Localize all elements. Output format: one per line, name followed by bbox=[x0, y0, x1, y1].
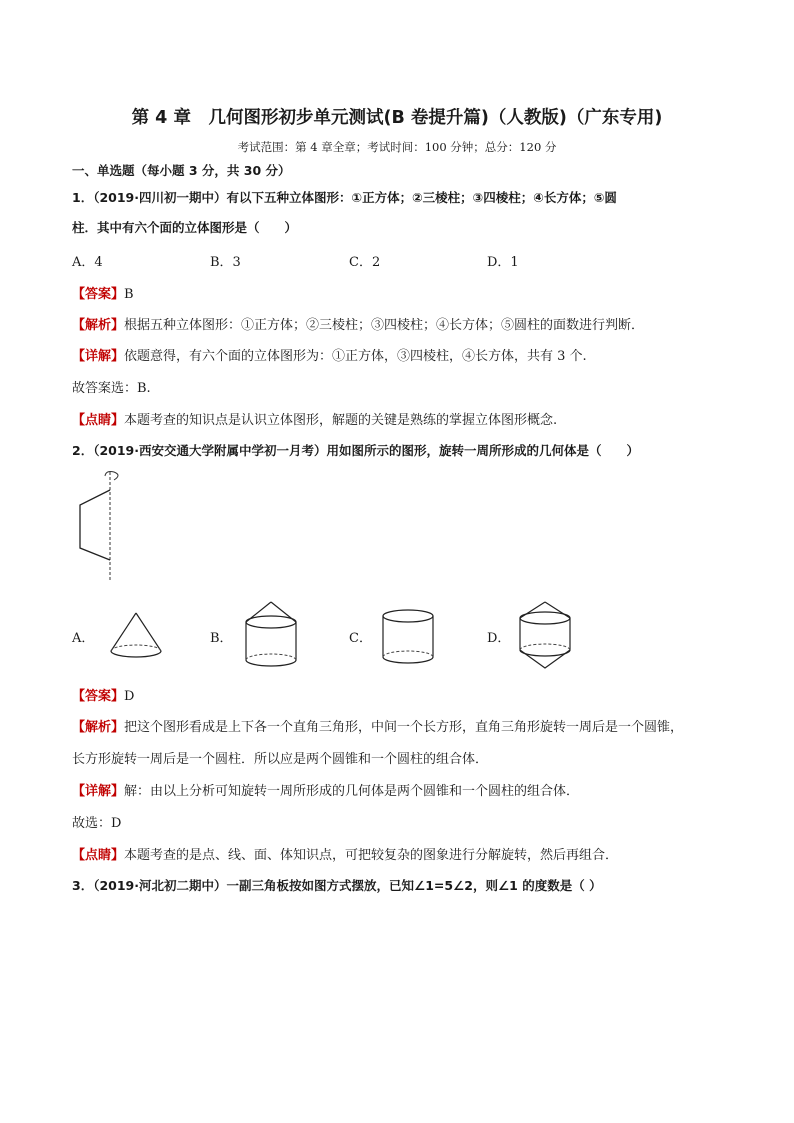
q2-option-b: B． bbox=[210, 631, 233, 646]
q1-answer bbox=[72, 283, 134, 302]
comment-label: 【点睛】 bbox=[72, 848, 125, 863]
q2-option-a: A． bbox=[72, 631, 95, 646]
cone-on-cylinder-icon bbox=[243, 600, 299, 670]
q1-comment-text: 本题考查的知识点是认识立体图形，解题的关键是熟练的掌握立体图形概念. bbox=[124, 413, 558, 428]
q1-option-b: B．3 bbox=[210, 255, 241, 270]
detail-label: 【详解】 bbox=[72, 349, 125, 364]
double-cone-cylinder-icon bbox=[517, 600, 573, 670]
analysis-label: 【解析】 bbox=[72, 318, 125, 333]
q1-option-a: A．4 bbox=[72, 255, 103, 270]
q2-option-d: D． bbox=[487, 631, 511, 646]
detail-label: 【详解】 bbox=[72, 784, 125, 799]
q2-comment-text: 本题考查的是点、线、面、体知识点，可把较复杂的图象进行分解旋转，然后再组合． bbox=[124, 848, 619, 863]
q2-detail bbox=[72, 780, 579, 799]
cylinder-icon bbox=[380, 607, 436, 667]
page-title: 第 4 章 几何图形初步单元测试(B 卷提升篇)（人教版)（广东专用) bbox=[131, 108, 663, 128]
q2-option-c: C． bbox=[349, 631, 372, 646]
q2-analysis-line1 bbox=[72, 716, 683, 735]
comment-label: 【点睛】 bbox=[72, 413, 125, 428]
answer-label: 【答案】 bbox=[72, 287, 125, 302]
q2-analysis-line2: 长方形旋转一周后是一个圆柱．所以应是两个圆锥和一个圆柱的组合体． bbox=[72, 752, 489, 767]
q2-comment bbox=[72, 844, 618, 863]
answer-label: 【答案】 bbox=[72, 689, 125, 704]
q1-detail bbox=[72, 345, 587, 364]
q2-detail-text: 解：由以上分析可知旋转一周所形成的几何体是两个圆锥和一个圆柱的组合体． bbox=[124, 784, 580, 799]
q2-stem-line1: 2．（2019·西安交通大学附属中学初一月考）用如图所示的图形，旋转一周所形成的几何体是（ ） bbox=[72, 443, 639, 458]
q1-stem-line1: 1．（2019·四川初一期中）有以下五种立体图形：①正方体；②三棱柱；③四棱柱；④长方体；⑤圆 bbox=[72, 190, 617, 205]
analysis-label: 【解析】 bbox=[72, 720, 125, 735]
q1-answer-value: B bbox=[124, 287, 134, 302]
section-heading: 一、单选题（每小题 3 分，共 30 分） bbox=[72, 163, 291, 178]
q1-option-d: D．1 bbox=[487, 255, 519, 270]
q2-answer-value: D bbox=[124, 689, 135, 704]
q2-conclusion: 故选：D bbox=[72, 816, 122, 831]
q1-detail-text: 依题意得，有六个面的立体图形为：①正方体，③四棱柱，④长方体，共有 3 个. bbox=[124, 349, 587, 364]
q1-comment bbox=[72, 409, 557, 428]
q1-analysis-text: 根据五种立体图形：①正方体；②三棱柱；③四棱柱；④长方体；⑤圆柱的面数进行判断． bbox=[124, 318, 645, 333]
q1-analysis bbox=[72, 314, 644, 333]
q2-analysis-text1: 把这个图形看成是上下各一个直角三角形，中间一个长方形，直角三角形旋转一周后是一个圆锥， bbox=[124, 720, 684, 735]
q1-conclusion: 故答案选：B. bbox=[72, 381, 151, 396]
rotation-figure bbox=[70, 468, 140, 583]
q3-stem-line1: 3．（2019·河北初二期中）一副三角板按如图方式摆放，已知∠1=5∠2，则∠1 的度数是（ ） bbox=[72, 878, 602, 893]
q1-stem-line2: 柱．其中有六个面的立体图形是（ ） bbox=[72, 220, 298, 235]
q2-answer bbox=[72, 685, 134, 704]
cone-icon bbox=[108, 610, 164, 662]
exam-info: 考试范围：第 4 章全章；考试时间：100 分钟；总分：120 分 bbox=[237, 140, 557, 154]
q1-option-c: C．2 bbox=[349, 255, 381, 270]
